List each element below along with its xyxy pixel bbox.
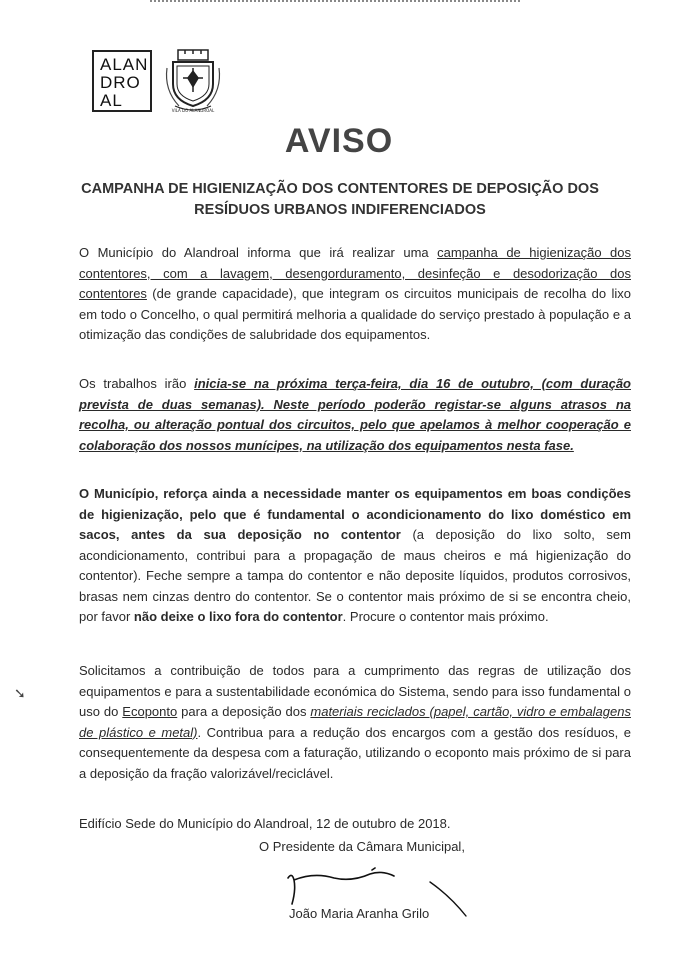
top-dotted-rule <box>150 0 520 2</box>
coat-of-arms-icon <box>163 48 223 114</box>
paragraph-conditions: O Município, reforça ainda a necessidade manter os equipamentos em boas condições de higienização, pelo que é fundamental o acondicionamento do lixo doméstico em sacos, antes da sua deposição no contentor (a deposição do lixo solto, sem acondicionamento, contribui para a propagação de maus cheiros e má higienização do contentor). Feche sempre a tampa do contentor e não deposite líquidos, produtos corrosivos, brasas nem cinzas dentro do contentor. Se o contentor mais próximo de si se encontra cheio, por favor não deixe o lixo fora do contentor. Procure o contentor mais próximo. <box>79 486 631 624</box>
logo-line-3: AL <box>100 91 123 110</box>
paragraph-recycling: Solicitamos a contribuição de todos para a cumprimento das regras de utilização dos equipamentos e para a sustentabilidade económica do Sistema, sendo para isso fundamental o uso do Ecoponto para a deposição dos materiais reciclados (papel, cartão, vidro e embalagens de plástico e metal). Contribua para a redução dos encargos com a gestão dos resíduos, e consequentemente da despesa com a faturação, utilizando o ecoponto mais próximo de si para a deposição da fração valorizável/reciclável. <box>79 663 631 781</box>
paragraph-intro: O Município do Alandroal informa que irá realizar uma campanha de higienização dos contentores, com a lavagem, desengorduramento, desinfeção e desodorização dos contentores (de grande capacidade), que integram os circuitos municipais de recolha do lixo em todo o Concelho, o qual permitirá melhoria a qualidade do serviço prestado à população e a otimização das condições de salubridade dos equipamentos. <box>79 245 631 342</box>
page-title: AVISO <box>284 122 394 160</box>
place-date: Edifício Sede do Município do Alandroal, 12 de outubro de 2018. <box>79 816 451 831</box>
signatory-name: João Maria Aranha Grilo <box>289 906 430 921</box>
paragraph-schedule: Os trabalhos irão inicia-se na próxima terça-feira, dia 16 de outubro, (com duração prevista de duas semanas). Neste período poderão registar-se alguns atrasos na recolha, ou alteração pontual dos circuitos, pelo que apelamos à melhor cooperação e colaboração dos nossos munícipes, na utilização dos equipamentos nesta fase. <box>79 376 631 453</box>
logo-line-1: ALAN <box>100 55 149 74</box>
scan-mark-icon: ➘ <box>14 685 26 701</box>
logo-line-2: DRO <box>100 73 141 92</box>
signatory-role: O Presidente da Câmara Municipal, <box>259 839 465 854</box>
campaign-subtitle: CAMPANHA DE HIGIENIZAÇÃO DOS CONTENTORES DE DEPOSIÇÃO DOS RESÍDUOS URBANOS INDIFERENCIADOS <box>81 181 599 218</box>
svg-text:VILA DO ALANDROAL: VILA DO ALANDROAL <box>171 108 215 113</box>
alandroal-logo <box>92 50 152 112</box>
